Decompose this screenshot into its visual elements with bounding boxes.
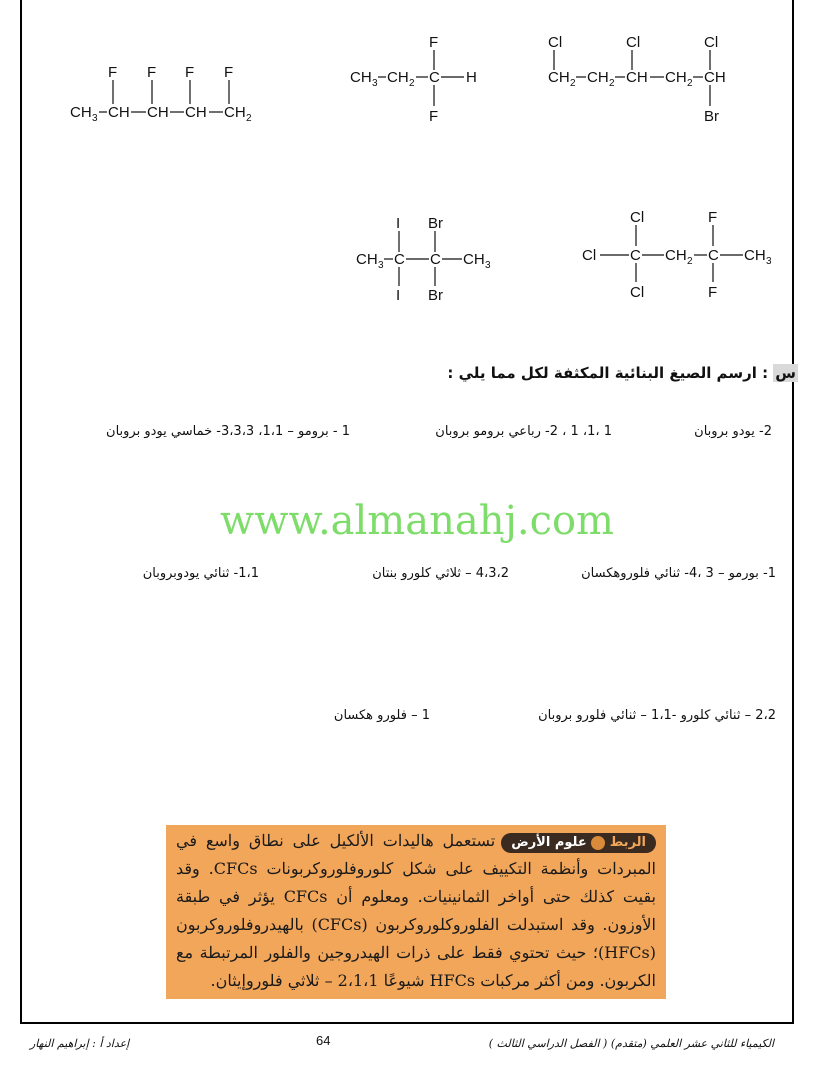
watermark: www.almanahj.com [219,498,614,544]
list-item: 2،2 – ثنائي كلورو -1،1 – ثنائي فلورو بروبان [538,708,776,723]
subscript: 3 [372,78,378,89]
subscript: 2 [687,256,693,267]
structure-trichlorodifluorobutane [580,206,780,310]
connect-tag [501,833,656,853]
subscript: 3 [92,113,98,124]
atom-i: I [396,215,401,232]
page-number: 64 [316,1033,331,1048]
atom-f: F [429,108,439,125]
atom-f: F [147,64,157,81]
atom-c: C [708,247,719,264]
subscript: 3 [766,256,772,267]
subscript: 3 [378,260,384,271]
group-ch2: CH [548,69,570,86]
group-ch: CH [185,104,207,121]
atom-cl: Cl [630,209,645,226]
question-text: : ارسم الصيغ البنائية المكثفة لكل مما يلي : [447,364,774,382]
atom-c: C [394,251,405,268]
question-heading [447,364,798,382]
list-item: 2- يودو بروبان [694,424,772,439]
list-item: 1،1- ثنائي يودوبروبان [142,566,259,581]
atom-f: F [185,64,195,81]
leaf-icon [591,836,605,850]
group-ch3: CH [70,104,92,121]
group-ch: CH [147,104,169,121]
atom-c: C [429,69,440,86]
connect-tag-label: الربط [609,835,646,850]
structure-bromotrichloropentane [546,30,746,134]
group-ch2: CH [224,104,246,121]
list-item: 1 - برومو – 1،1، 3،3،3- خماسي يودو بروبان [106,424,350,439]
group-ch: CH [108,104,130,121]
atom-cl: Cl [548,34,563,51]
subscript: 2 [570,78,576,89]
atom-f: F [224,64,234,81]
atom-br: Br [704,108,719,125]
atom-f: F [708,284,718,301]
subscript: 2 [687,78,693,89]
group-ch2: CH [665,69,687,86]
atom-cl: Cl [630,284,645,301]
subscript: 2 [246,113,252,124]
atom-c: C [630,247,641,264]
group-ch2: CH [665,247,687,264]
connect-subject: علوم الأرض [511,835,587,850]
list-item: 1 ،1، 1 ، 2- رباعي برومو بروبان [435,424,612,439]
footer-course: الكيمياء للثاني عشر العلمي (متقدم) ( الفصل الدراسي الثالث ) [488,1037,774,1050]
atom-cl: Cl [704,34,719,51]
atom-cl: Cl [626,34,641,51]
subscript: 2 [609,78,615,89]
atom-br: Br [428,287,443,304]
group-ch2: CH [587,69,609,86]
connect-body: تستعمل هاليدات الألكيل على نطاق واسع في المبردات وأنظمة التكييف على شكل كلوروفلوروكربونات CFCs. وقد بقيت كذلك حتى أواخر الثمانينيات. ومعلوم أن CFCs يؤثر في طبقة الأوزون. وقد استبدلت الفلوروكلوروكربون (CFCs) بالهيدروفلوروكربون (HFCs)؛ حيث تحتوي فقط على ذرات الهيدروجين والفلور المرتبطة مع الكربون. ومن أكثر مركبات HFCs شيوعًا 2،1،1 – ثلاثي فلوروإيثان. [176,831,656,990]
group-ch2: CH [387,69,409,86]
group-ch3: CH [356,251,378,268]
structure-difluoropropane [348,30,498,134]
atom-h: H [466,69,477,86]
atom-cl: Cl [582,247,597,264]
question-marker: س [775,364,796,382]
group-ch3: CH [463,251,485,268]
group-ch3: CH [744,247,766,264]
subscript: 3 [485,260,491,271]
group-ch: CH [626,69,648,86]
structure-dibromodiiodobutane [354,212,504,316]
atom-br: Br [428,215,443,232]
atom-f: F [708,209,718,226]
list-item: 1 – فلورو هكسان [333,708,430,723]
atom-f: F [429,34,439,51]
list-item: 1- بورمو – 3 ،4- ثنائي فلوروهكسان [581,566,776,581]
group-ch3: CH [350,69,372,86]
connect-box [166,825,666,999]
atom-c: C [430,251,441,268]
atom-f: F [108,64,118,81]
group-ch: CH [704,69,726,86]
subscript: 2 [409,78,415,89]
structure-tetrafluoropentane [66,60,266,134]
footer-author: إعداد أ : إبراهيم النهار [30,1037,130,1050]
atom-i: I [396,287,401,304]
list-item: 4،3،2 – ثلاثي كلورو بنتان [372,566,509,581]
